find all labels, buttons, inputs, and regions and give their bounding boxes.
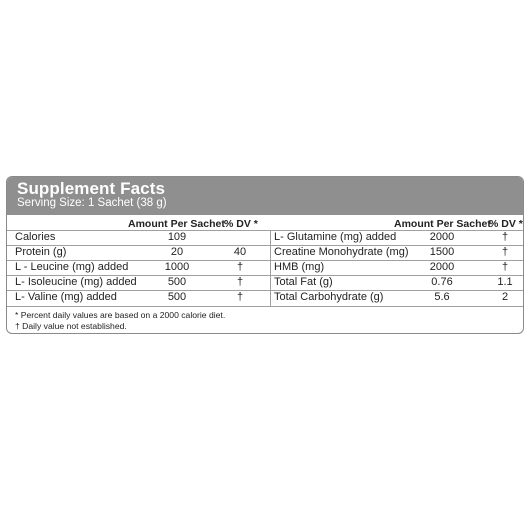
nutrient-amount: 500 bbox=[167, 276, 187, 288]
nutrient-dv: † bbox=[236, 261, 244, 273]
divider bbox=[7, 306, 523, 307]
nutrient-name: HMB (mg) bbox=[274, 261, 325, 273]
nutrient-dv: † bbox=[501, 231, 509, 243]
left-dv-header: % DV * bbox=[224, 218, 258, 230]
nutrient-amount: 5.6 bbox=[434, 291, 450, 303]
nutrient-name: L- Glutamine (mg) added bbox=[274, 231, 397, 243]
facts-header bbox=[7, 177, 523, 215]
nutrient-dv: 2 bbox=[501, 291, 509, 303]
nutrient-amount: 0.76 bbox=[431, 276, 453, 288]
right-dv-header: % DV * bbox=[489, 218, 523, 230]
footnote-percent-dv: * Percent daily values are based on a 2000 calorie diet. bbox=[15, 310, 226, 320]
nutrient-name: Calories bbox=[15, 231, 56, 243]
nutrient-name: Creatine Monohydrate (mg) bbox=[274, 246, 409, 258]
right-amount-header: Amount Per Sachet bbox=[394, 218, 491, 230]
facts-title: Supplement Facts bbox=[17, 179, 166, 198]
nutrient-name: Total Carbohydrate (g) bbox=[274, 291, 384, 303]
supplement-facts-panel bbox=[6, 176, 524, 334]
table-row bbox=[7, 260, 523, 275]
nutrient-dv: † bbox=[236, 291, 244, 303]
table-row bbox=[7, 245, 523, 260]
table-row bbox=[7, 290, 523, 305]
table-row bbox=[7, 275, 523, 290]
nutrient-amount: 500 bbox=[167, 291, 187, 303]
nutrient-amount: 1500 bbox=[429, 246, 455, 258]
nutrient-amount: 2000 bbox=[429, 231, 455, 243]
nutrient-dv: † bbox=[501, 246, 509, 258]
nutrient-dv: 40 bbox=[233, 246, 247, 258]
nutrient-name: Protein (g) bbox=[15, 246, 67, 258]
serving-size: Serving Size: 1 Sachet (38 g) bbox=[17, 197, 167, 209]
table-row bbox=[7, 230, 523, 245]
left-amount-header: Amount Per Sachet bbox=[128, 218, 225, 230]
nutrient-name: L- Isoleucine (mg) added bbox=[15, 276, 137, 288]
nutrient-amount: 109 bbox=[167, 231, 187, 243]
footnote-dagger: † Daily value not established. bbox=[15, 321, 127, 331]
nutrient-dv: † bbox=[501, 261, 509, 273]
nutrient-amount: 1000 bbox=[164, 261, 190, 273]
nutrient-name: L - Leucine (mg) added bbox=[15, 261, 129, 273]
nutrient-amount: 20 bbox=[170, 246, 184, 258]
nutrient-name: Total Fat (g) bbox=[274, 276, 333, 288]
nutrient-dv: 1.1 bbox=[497, 276, 513, 288]
nutrient-amount: 2000 bbox=[429, 261, 455, 273]
nutrient-dv: † bbox=[236, 276, 244, 288]
nutrient-name: L- Valine (mg) added bbox=[15, 291, 117, 303]
